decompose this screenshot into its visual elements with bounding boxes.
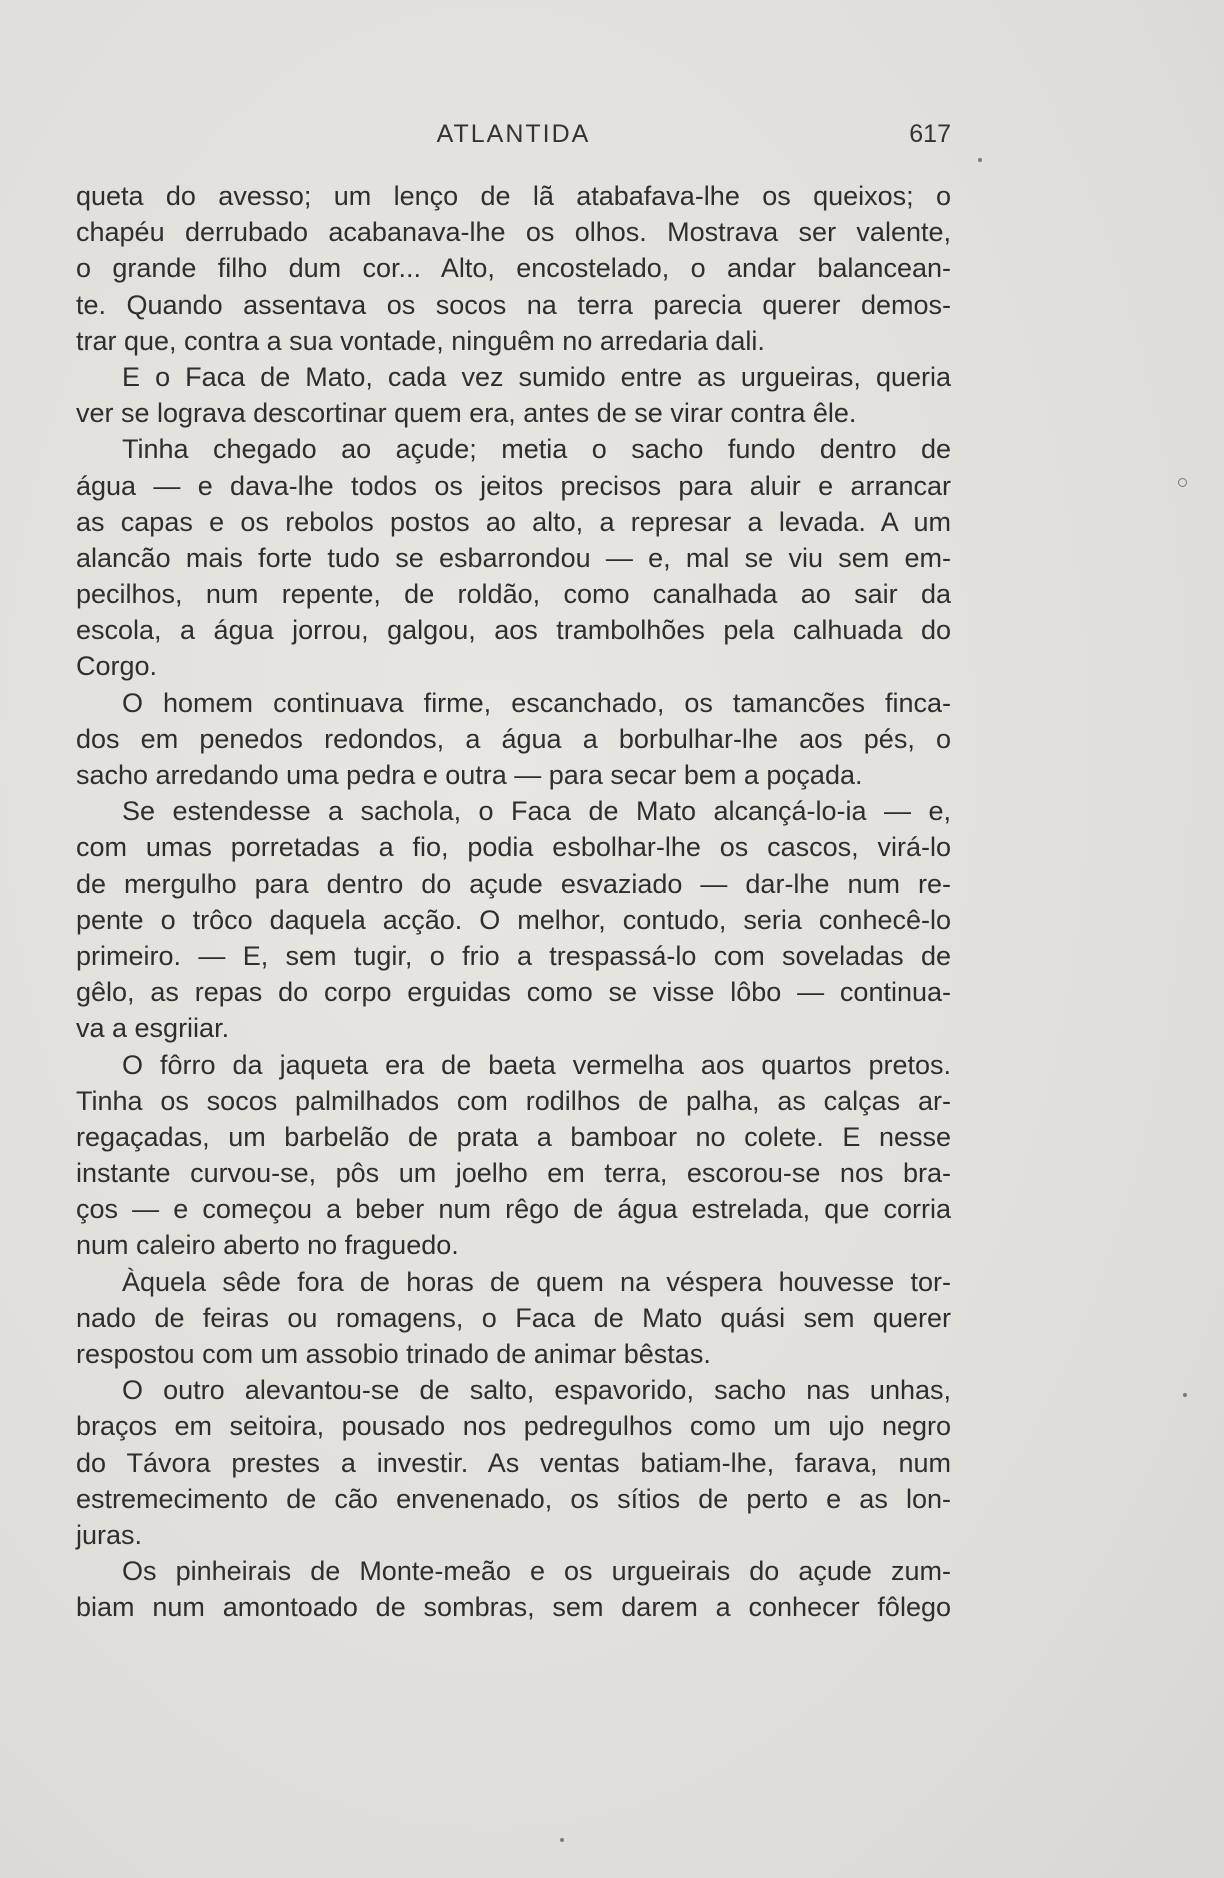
text-line: te. Quando assentava os socos na terra parecia querer demos- [76, 289, 951, 320]
text-line: regaçadas, um barbelão de prata a bamboar no colete. E nesse [76, 1121, 951, 1152]
text-line: as capas e os rebolos postos ao alto, a represar a levada. A um [76, 506, 951, 537]
text-line: ços — e começou a beber num rêgo de água estrelada, que corria [76, 1194, 951, 1225]
text-line: trar que, contra a sua vontade, ninguêm no arredaria dali. [76, 325, 765, 356]
text-line: Àquela sêde fora de horas de quem na véspera houvesse tor- [122, 1266, 951, 1297]
text-line: escola, a água jorrou, galgou, aos trambolhões pela calhuada do [76, 615, 951, 646]
text-line: Se estendesse a sachola, o Faca de Mato alcançá-lo-ia — e, [122, 796, 951, 827]
text-line: O homem continuava firme, escanchado, os tamancões finca- [122, 687, 951, 718]
text-line: dos em penedos redondos, a água a borbulhar-lhe aos pés, o [76, 723, 951, 754]
text-line: O outro alevantou-se de salto, espavorido, sacho nas unhas, [122, 1375, 951, 1406]
text-line: estremecimento de cão envenenado, os sítios de perto e as lon- [76, 1483, 951, 1514]
text-line: respostou com um assobio trinado de animar bêstas. [76, 1339, 711, 1369]
text-line: Tinha os socos palmilhados com rodilhos de palha, as calças ar- [76, 1085, 951, 1116]
text-line: de mergulho para dentro do açude esvaziado — dar-lhe num re- [76, 868, 951, 899]
text-line: Corgo. [76, 651, 158, 682]
text-line: braços em seitoira, pousado nos pedregulhos como um ujo negro [76, 1411, 951, 1442]
text-line: instante curvou-se, pôs um joelho em terra, escorou-se nos bra- [76, 1158, 951, 1189]
text-line: Os pinheirais de Monte-meão e os urgueirais do açude zum- [122, 1556, 951, 1587]
page-number: 617 [909, 120, 951, 148]
text-line: pecilhos, num repente, de roldão, como canalhada ao sair da [76, 579, 951, 610]
running-title: ATLANTIDA [436, 120, 591, 148]
dust-speck [1178, 478, 1187, 487]
dust-speck [978, 158, 982, 162]
text-line: juras. [76, 1519, 143, 1550]
dust-speck [560, 1838, 564, 1842]
text-line: chapéu derrubado acabanava-lhe os olhos. Mostrava ser valente, [76, 217, 951, 248]
text-line: num caleiro aberto no fraguedo. [76, 1230, 459, 1261]
text-line: sacho arredando uma pedra e outra — para secar bem a poçada. [76, 760, 863, 790]
text-line: alancão mais forte tudo se esbarrondou — e, mal se viu sem em- [76, 542, 951, 573]
text-line: O fôrro da jaqueta era de baeta vermelha aos quartos pretos. [122, 1049, 951, 1080]
text-line: biam num amontoado de sombras, sem darem a conhecer fôlego [76, 1592, 951, 1623]
text-line: do Távora prestes a investir. As ventas batiam-lhe, farava, num [76, 1447, 951, 1478]
body-text [76, 178, 951, 1626]
running-head [76, 120, 951, 160]
text-line: água — e dava-lhe todos os jeitos precisos para aluir e arrancar [76, 470, 951, 501]
text-line: primeiro. — E, sem tugir, o frio a trespassá-lo com soveladas de [76, 940, 951, 971]
text-line: pente o trôco daquela acção. O melhor, contudo, seria conhecê-lo [76, 904, 951, 935]
text-line: E o Faca de Mato, cada vez sumido entre as urgueiras, queria [122, 361, 951, 392]
text-line: Tinha chegado ao açude; metia o sacho fundo dentro de [122, 434, 951, 465]
text-line: nado de feiras ou romagens, o Faca de Mato quási sem querer [76, 1302, 951, 1333]
text-line: gêlo, as repas do corpo erguidas como se visse lôbo — continua- [76, 977, 951, 1008]
text-line: o grande filho dum cor... Alto, encostelado, o andar balancean- [76, 253, 951, 284]
text-line: ver se lograva descortinar quem era, antes de se virar contra êle. [76, 398, 857, 429]
dust-speck [1183, 1393, 1187, 1397]
text-line: va a esgriiar. [76, 1013, 230, 1044]
text-line: queta do avesso; um lenço de lã atabafava-lhe os queixos; o [76, 181, 951, 211]
text-line: com umas porretadas a fio, podia esbolhar-lhe os cascos, virá-lo [76, 832, 951, 863]
